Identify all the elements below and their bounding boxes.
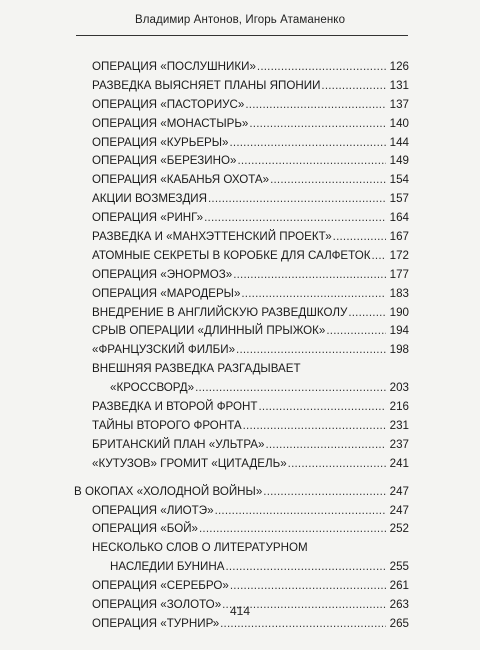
- toc-entry-title: БРИТАНСКИЙ ПЛАН «УЛЬТРА»: [92, 437, 265, 451]
- toc-entry-title: ОПЕРАЦИЯ «МАРОДЕРЫ»: [92, 286, 241, 300]
- toc-leader-dots: [270, 171, 386, 190]
- toc-entry-page: 194: [389, 324, 409, 338]
- toc-entry: [74, 266, 409, 285]
- toc-entry: [74, 360, 409, 398]
- toc-entry: [74, 77, 409, 96]
- toc-entry-page: 140: [389, 116, 409, 130]
- toc-leader-dots: [225, 558, 386, 577]
- toc-entry-page: 216: [389, 400, 409, 414]
- toc-entry-page: 177: [389, 267, 409, 281]
- toc-entry-title: ОПЕРАЦИЯ «ПАСТОРИУС»: [92, 97, 245, 111]
- toc-entry-title: ВНЕШНЯЯ РАЗВЕДКА РАЗГАДЫВАЕТ: [92, 362, 301, 376]
- toc-entry: [74, 209, 409, 228]
- toc-entry: [74, 417, 409, 436]
- toc-entry-page: 157: [389, 192, 409, 206]
- toc-entry-title: ОПЕРАЦИЯ «КАБАНЬЯ ОХОТА»: [92, 173, 270, 187]
- toc-entry-title: ОПЕРАЦИЯ «ЗОЛОТО»: [92, 597, 222, 611]
- toc-entry-title: ОПЕРАЦИЯ «СЕРЕБРО»: [92, 579, 229, 593]
- toc-entry-title: СРЫВ ОПЕРАЦИИ «ДЛИННЫЙ ПРЫЖОК»: [92, 324, 326, 338]
- toc-section-entry: [74, 483, 409, 502]
- toc-leader-dots: [348, 304, 386, 323]
- toc-entry-page: 183: [389, 286, 409, 300]
- toc-entry: [74, 539, 409, 577]
- toc-entry-title-line2: НАСЛЕДИИ БУНИНА: [110, 560, 225, 574]
- toc-list-part1: [74, 58, 409, 474]
- toc-entry-title: «ФРАНЦУЗСКИЙ ФИЛБИ»: [92, 343, 236, 357]
- toc-entry-page: 261: [389, 579, 409, 593]
- toc-entry: [74, 436, 409, 455]
- toc-entry-page: 149: [389, 154, 409, 168]
- toc-entry: [74, 455, 409, 474]
- toc-entry-title: ОПЕРАЦИЯ «КУРЬЕРЫ»: [92, 135, 229, 149]
- toc-leader-dots: [243, 417, 386, 436]
- toc-entry-title: ОПЕРАЦИЯ «МОНАСТЫРЬ»: [92, 116, 249, 130]
- toc-leader-dots: [371, 247, 386, 266]
- toc-leader-dots: [204, 209, 386, 228]
- toc-leader-dots: [233, 266, 386, 285]
- toc-entry: [74, 96, 409, 115]
- toc-leader-dots: [321, 77, 386, 96]
- toc-leader-dots: [208, 190, 386, 209]
- toc-entry: [74, 285, 409, 304]
- toc-entry-page: 231: [389, 418, 409, 432]
- toc-leader-dots: [195, 379, 386, 398]
- toc-entry-page: 190: [389, 305, 409, 319]
- toc-entry-page: 252: [389, 522, 409, 536]
- toc-entry-continuation: [92, 379, 409, 398]
- toc-entry-title: ТАЙНЫ ВТОРОГО ФРОНТА: [92, 418, 242, 432]
- toc-entry-page: 203: [389, 381, 409, 395]
- toc-entry-page: 126: [389, 59, 409, 73]
- toc-entry-page: 131: [389, 78, 409, 92]
- toc-leader-dots: [265, 436, 386, 455]
- toc-entry-page: 255: [389, 560, 409, 574]
- toc-entry-page: 167: [389, 230, 409, 243]
- toc-entry-title: АКЦИИ ВОЗМЕЗДИЯ: [92, 192, 208, 206]
- toc-entry-continuation: [92, 558, 409, 577]
- toc-entry: [74, 247, 409, 266]
- toc-entry: [74, 322, 409, 341]
- toc-leader-dots: [288, 455, 386, 474]
- toc-entry: [74, 171, 409, 190]
- toc-entry-title: ОПЕРАЦИЯ «ЛИОТЭ»: [92, 503, 214, 517]
- toc-entry-title: ВНЕДРЕНИЕ В АНГЛИЙСКУЮ РАЗВЕДШКОЛУ: [92, 305, 348, 319]
- toc-entry-title: РАЗВЕДКА ВЫЯСНЯЕТ ПЛАНЫ ЯПОНИИ: [92, 78, 321, 92]
- toc-entry-title: ОПЕРАЦИЯ «РИНГ»: [92, 211, 204, 225]
- toc-entry: [74, 398, 409, 417]
- toc-entry: [74, 58, 409, 77]
- toc-entry-title: РАЗВЕДКА И «МАНХЭТТЕНСКИЙ ПРОЕКТ»: [92, 230, 332, 243]
- toc-entry: [74, 304, 409, 323]
- toc-entry: [74, 152, 409, 171]
- header-rule: [76, 35, 408, 36]
- toc-entry: [74, 502, 409, 521]
- toc-entry-title: ОПЕРАЦИЯ «БОЙ»: [92, 522, 199, 536]
- toc-entry-page: 265: [389, 616, 409, 630]
- toc-leader-dots: [326, 322, 386, 341]
- toc-leader-dots: [333, 228, 386, 247]
- toc-entry-page: 144: [389, 135, 409, 149]
- toc-leader-dots: [230, 134, 387, 153]
- toc-leader-dots: [257, 58, 386, 77]
- toc-leader-dots: [236, 341, 386, 360]
- toc-leader-dots: [215, 502, 386, 521]
- toc-leader-dots: [230, 577, 386, 596]
- toc-entry: [74, 115, 409, 134]
- toc-entry-page: 172: [389, 248, 409, 262]
- toc-entry-title: ОПЕРАЦИЯ «ЭНОРМОЗ»: [92, 267, 233, 281]
- toc-entry-title: ОПЕРАЦИЯ «ПОСЛУШНИКИ»: [92, 59, 256, 73]
- toc-entry-page: 198: [389, 343, 409, 357]
- toc-leader-dots: [249, 115, 386, 134]
- toc-entry-page: 164: [389, 211, 409, 225]
- toc-entry: [74, 341, 409, 360]
- toc-leader-dots: [237, 152, 386, 171]
- toc-entry-title: НЕСКОЛЬКО СЛОВ О ЛИТЕРАТУРНОМ: [92, 541, 308, 555]
- toc-entry-title: АТОМНЫЕ СЕКРЕТЫ В КОРОБКЕ ДЛЯ САЛФЕТОК: [92, 248, 371, 262]
- section-gap: [74, 474, 409, 483]
- toc-entry: [74, 520, 409, 539]
- toc-entry: [74, 577, 409, 596]
- toc-leader-dots: [263, 483, 386, 502]
- toc-entry-title: ОПЕРАЦИЯ «БЕРЕЗИНО»: [92, 154, 237, 168]
- toc-leader-dots: [245, 96, 386, 115]
- toc-entry-title: «КУТУЗОВ» ГРОМИТ «ЦИТАДЕЛЬ»: [92, 456, 287, 470]
- toc-entry-page: 154: [389, 173, 409, 187]
- toc-leader-dots: [259, 398, 387, 417]
- toc-section-title: В ОКОПАХ «ХОЛОДНОЙ ВОЙНЫ»: [74, 484, 263, 498]
- toc-entry-page: 241: [389, 456, 409, 470]
- toc-entry: [74, 134, 409, 153]
- toc-entry-page: 263: [389, 597, 409, 611]
- toc-entry-page: 137: [389, 97, 409, 111]
- toc-entry-title: РАЗВЕДКА И ВТОРОЙ ФРОНТ: [92, 400, 258, 414]
- toc-leader-dots: [199, 520, 386, 539]
- toc-entry-page: 247: [389, 503, 409, 517]
- table-of-contents: [74, 58, 409, 634]
- page-number: 414: [229, 604, 251, 618]
- toc-entry: [74, 190, 409, 209]
- toc-entry-title-line2: «КРОССВОРД»: [110, 381, 195, 395]
- toc-entry: [74, 228, 409, 247]
- toc-section-page: 247: [389, 484, 409, 498]
- toc-entry-page: 237: [389, 437, 409, 451]
- toc-leader-dots: [241, 285, 386, 304]
- toc-entry-title: ОПЕРАЦИЯ «ТУРНИР»: [92, 616, 220, 630]
- running-header: Владимир Антонов, Игорь Атаманенко: [134, 14, 346, 26]
